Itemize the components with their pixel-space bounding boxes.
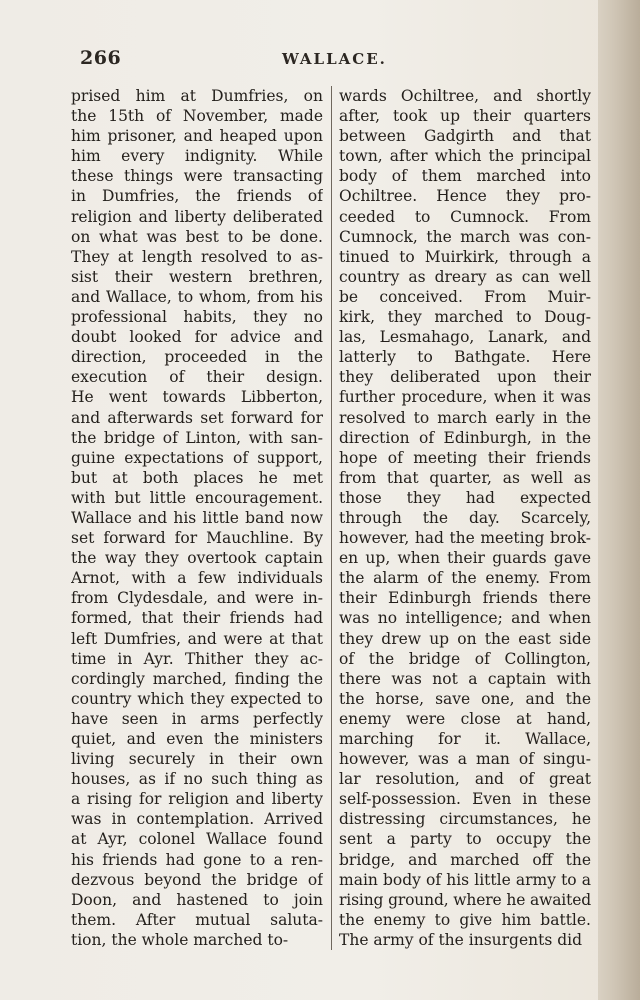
text-line: body of them marched into	[339, 167, 591, 186]
text-line: ceeded to Cumnock. From	[339, 207, 591, 226]
text-line: in Dumfries, the friends of	[71, 187, 323, 206]
text-line: their Edinburgh friends there	[339, 589, 591, 608]
text-line: Arnot, with a few individuals	[71, 569, 323, 588]
text-line: houses, as if no such thing as	[71, 770, 323, 789]
page-header	[70, 47, 590, 75]
text-line: time in Ayr. Thither they ac-	[71, 649, 323, 668]
text-line: kirk, they marched to Doug-	[339, 308, 591, 327]
text-line: quiet, and even the ministers	[71, 730, 323, 748]
text-line: en up, when their guards gave	[339, 549, 591, 568]
text-line: marching for it. Wallace,	[339, 730, 591, 748]
text-line: him every indignity. While	[71, 147, 323, 166]
text-line: from that quarter, as well as	[339, 468, 591, 487]
text-line: Cumnock, the march was con-	[339, 227, 591, 246]
left-text-column	[71, 86, 323, 950]
text-line: the alarm of the enemy. From	[339, 569, 591, 588]
text-line: guine expectations of support,	[71, 448, 323, 467]
text-line: a rising for religion and liberty	[71, 790, 323, 809]
text-line: but at both places he met	[71, 468, 323, 487]
text-line: self-possession. Even in these	[339, 790, 591, 809]
text-line: they deliberated upon their	[339, 368, 591, 387]
text-line: them. After mutual saluta-	[71, 910, 323, 929]
text-line: sist their western brethren,	[71, 267, 323, 286]
text-line: latterly to Bathgate. Here	[339, 348, 591, 367]
text-line: after, took up their quarters	[339, 107, 591, 126]
text-line: him prisoner, and heaped upon	[71, 127, 323, 146]
text-line: bridge, and marched off the	[339, 850, 591, 869]
text-line: those they had expected	[339, 488, 591, 507]
text-line: dezvous beyond the bridge of	[71, 870, 323, 889]
text-line: further procedure, when it was	[339, 388, 591, 407]
text-line: wards Ochiltree, and shortly	[339, 87, 591, 105]
text-line: tinued to Muirkirk, through a	[339, 247, 591, 266]
text-line: the bridge of Linton, with san-	[71, 428, 323, 447]
text-line: set forward for Mauchline. By	[71, 529, 323, 548]
text-line: they drew up on the east side	[339, 629, 591, 648]
text-line: was in contemplation. Arrived	[71, 810, 323, 829]
right-text-column	[339, 86, 591, 950]
text-line: between Gadgirth and that	[339, 127, 591, 146]
text-line: Ochiltree. Hence they pro-	[339, 187, 591, 206]
text-line: Wallace and his little band now	[71, 508, 323, 527]
text-line: cordingly marched, finding the	[71, 669, 323, 688]
text-line: and afterwards set forward for	[71, 408, 323, 427]
text-line: the horse, save one, and the	[339, 689, 591, 708]
text-line: the enemy to give him battle.	[339, 910, 591, 929]
text-line: country which they expected to	[71, 689, 323, 708]
text-line: They at length resolved to as-	[71, 247, 323, 266]
text-line: at Ayr, colonel Wallace found	[71, 830, 323, 849]
text-line: religion and liberty deliberated	[71, 207, 323, 226]
text-line: tion, the whole marched to-	[71, 930, 289, 949]
text-line: professional habits, they no	[71, 308, 323, 327]
text-line: distressing circumstances, he	[339, 810, 591, 829]
text-line: however, had the meeting brok-	[339, 529, 591, 548]
text-line: Doon, and hastened to join	[71, 890, 323, 909]
text-line: doubt looked for advice and	[71, 328, 323, 347]
text-line: the way they overtook captain	[71, 549, 323, 568]
text-line: rising ground, where he awaited	[339, 890, 591, 909]
text-line: however, was a man of singu-	[339, 750, 591, 769]
text-line: resolved to march early in the	[339, 408, 591, 427]
text-line: left Dumfries, and were at that	[71, 629, 323, 648]
text-line: main body of his little army to a	[339, 870, 591, 889]
text-line: prised him at Dumfries, on	[71, 87, 323, 105]
text-line: The army of the insurgents did	[339, 930, 583, 949]
text-line: direction of Edinburgh, in the	[339, 428, 591, 447]
text-line: direction, proceeded in the	[71, 348, 323, 367]
text-line: from Clydesdale, and were in-	[71, 589, 323, 608]
text-line: hope of meeting their friends	[339, 448, 591, 467]
page-number: 266	[80, 47, 122, 69]
text-line: country as dreary as can well	[339, 267, 591, 286]
text-line: was no intelligence; and when	[339, 609, 591, 628]
text-line: with but little encouragement.	[71, 488, 323, 507]
text-line: sent a party to occupy the	[339, 830, 591, 849]
text-line: formed, that their friends had	[71, 609, 323, 628]
text-line: be conceived. From Muir-	[339, 287, 591, 306]
text-line: and Wallace, to whom, from his	[71, 287, 323, 306]
text-line: lar resolution, and of great	[339, 770, 591, 789]
text-line: of the bridge of Collington,	[339, 649, 591, 668]
text-line: the 15th of November, made	[71, 107, 323, 126]
text-line: his friends had gone to a ren-	[71, 850, 323, 869]
text-line: execution of their design.	[71, 368, 323, 387]
column-rule	[331, 86, 332, 950]
text-line: town, after which the principal	[339, 147, 591, 166]
text-line: through the day. Scarcely,	[339, 508, 591, 527]
text-line: enemy were close at hand,	[339, 709, 591, 728]
text-line: on what was best to be done.	[71, 227, 323, 246]
text-line: He went towards Libberton,	[71, 388, 323, 407]
page-edge-shadow	[598, 0, 640, 1000]
text-line: living securely in their own	[71, 750, 323, 769]
text-line: there was not a captain with	[339, 669, 591, 688]
text-line: las, Lesmahago, Lanark, and	[339, 328, 591, 347]
text-line: these things were transacting	[71, 167, 323, 186]
running-head: WALLACE.	[282, 50, 387, 68]
text-line: have seen in arms perfectly	[71, 709, 323, 728]
